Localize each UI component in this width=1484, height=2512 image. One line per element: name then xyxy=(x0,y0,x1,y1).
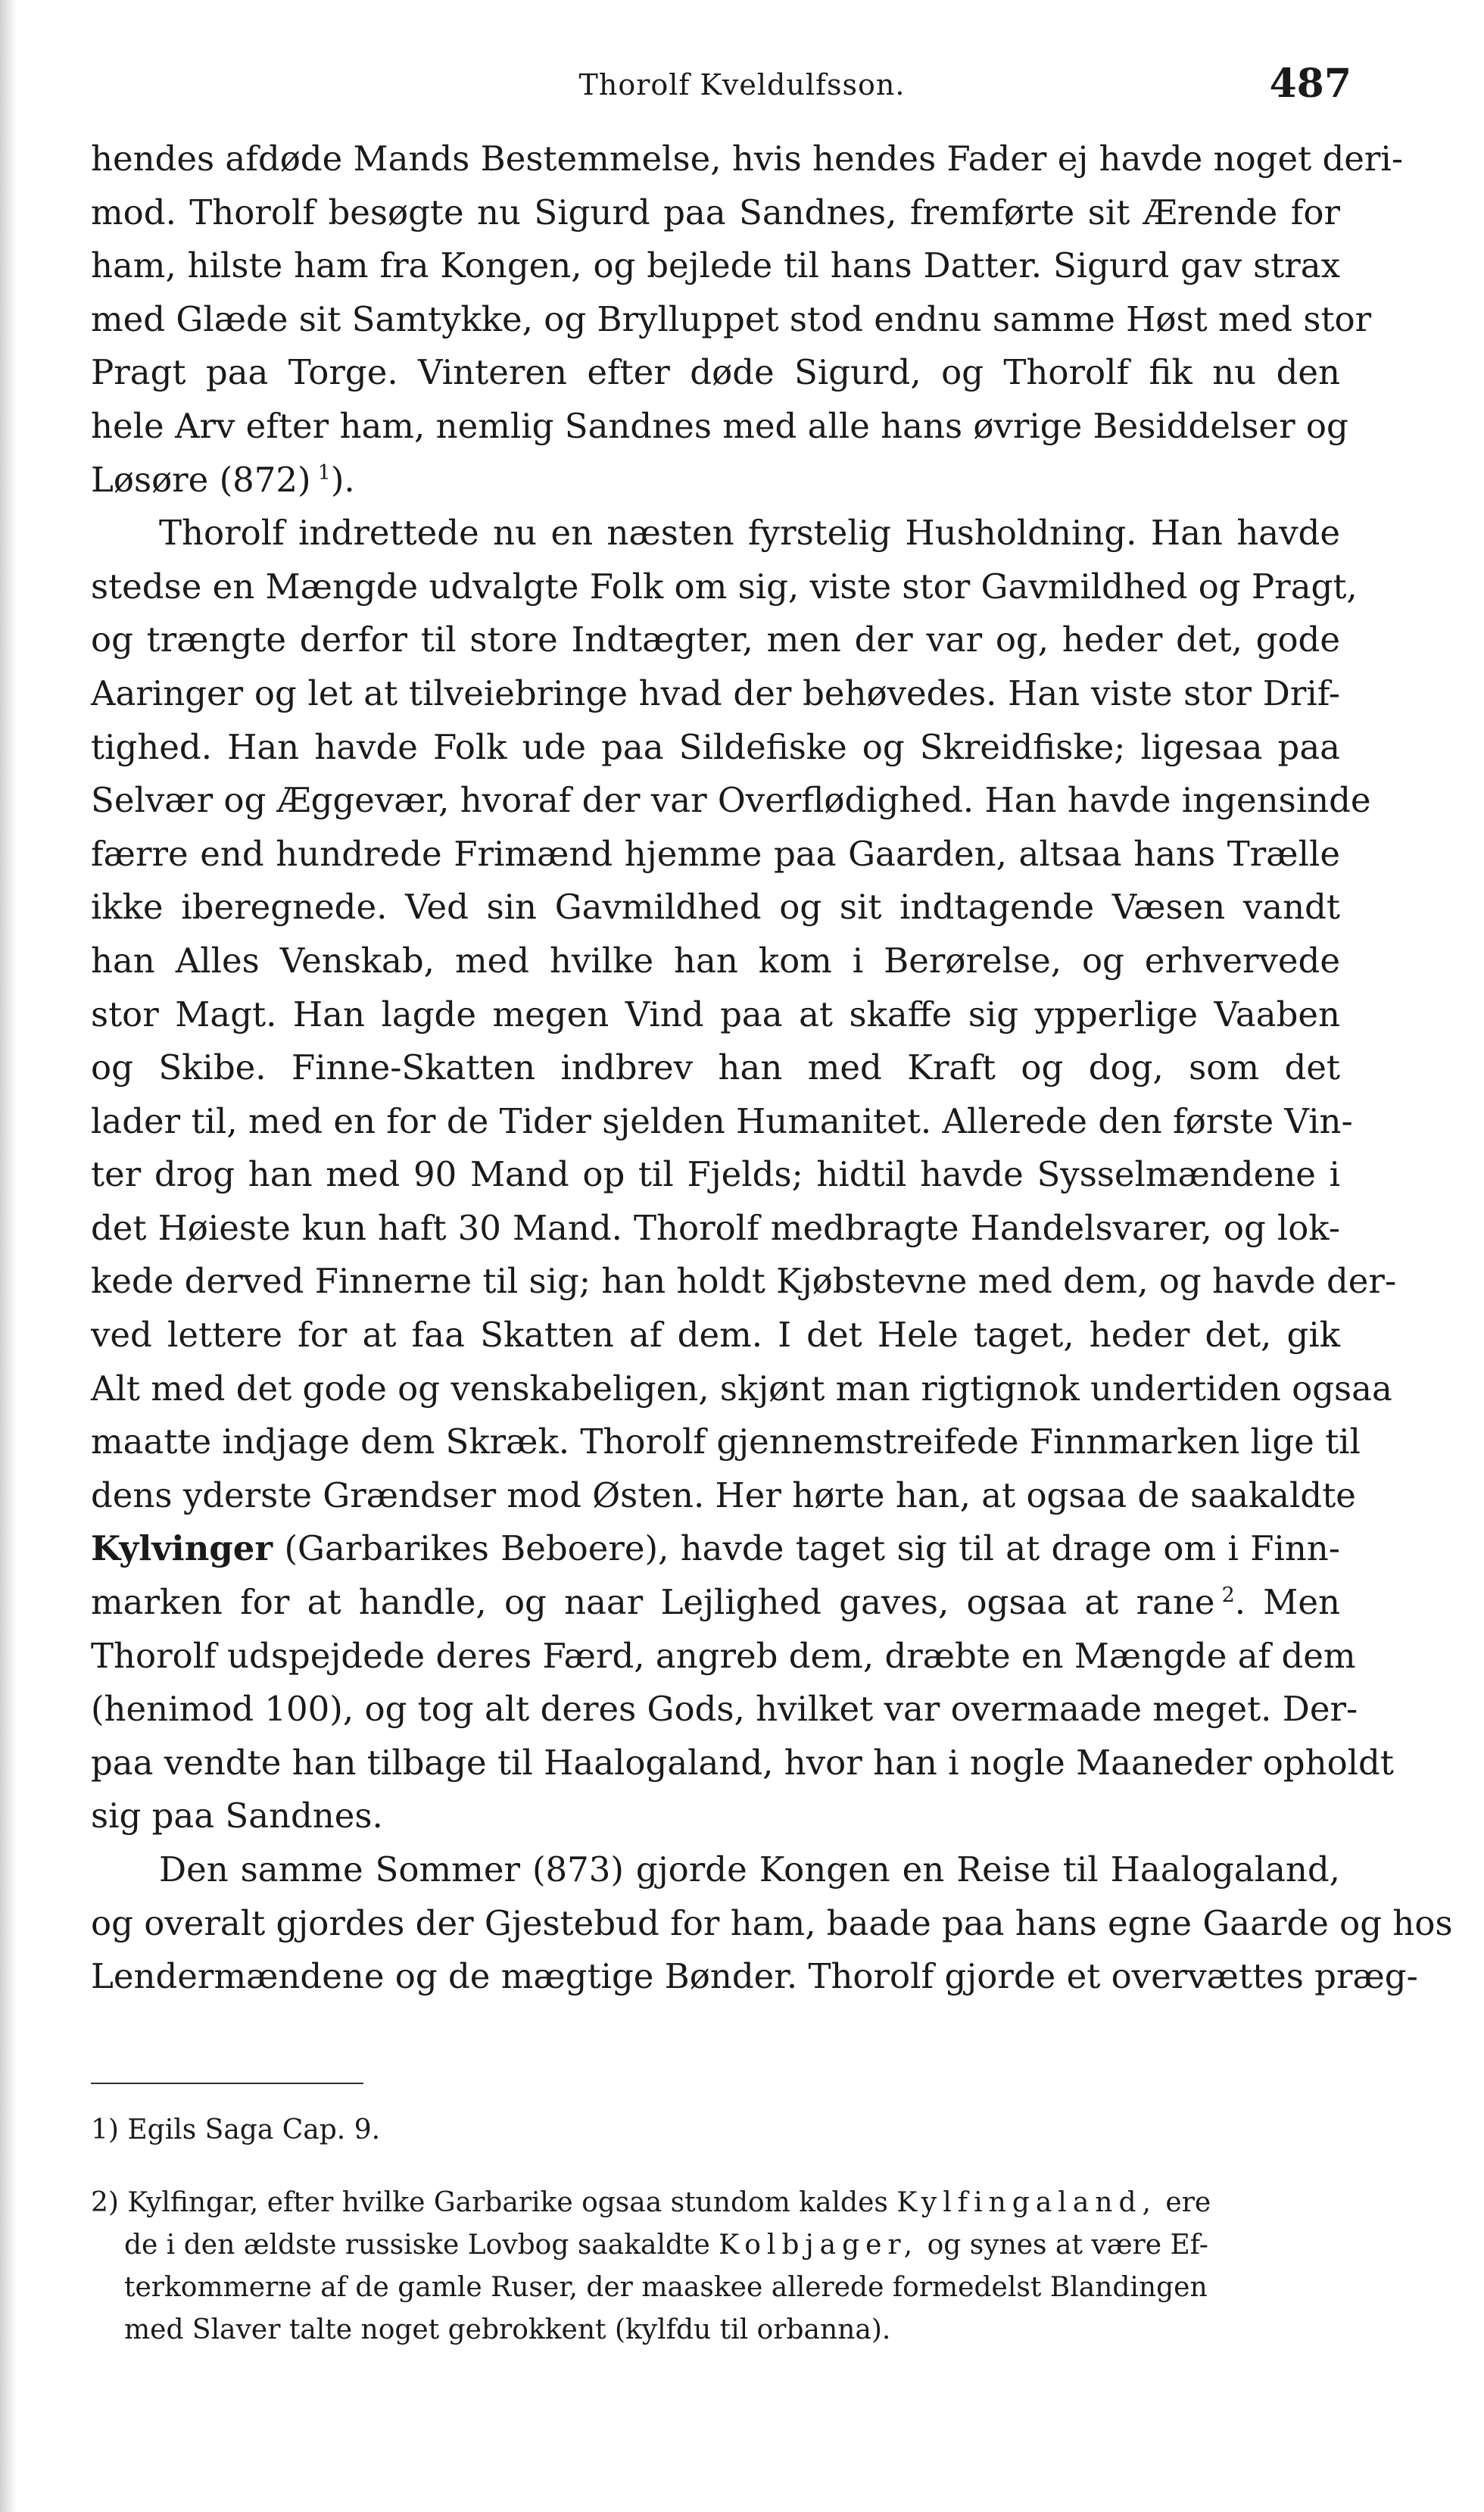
footnote-gap xyxy=(91,2152,1340,2182)
text-fragment: marken for at handle, og naar Lejlighed gaves, ogsaa at rane xyxy=(91,1582,1215,1623)
footnote-2-line xyxy=(91,2224,1340,2267)
text-line: dens yderste Grændser mod Østen. Her hørte han, at ogsaa de saakaldte xyxy=(91,1474,1356,1515)
text-fragment: (Garbarikes Beboere), havde taget sig til at drage om i Finn- xyxy=(284,1528,1340,1569)
text-line: færre end hundrede Frimænd hjemme paa Gaarden, altsaa hans Trælle xyxy=(91,833,1340,874)
text-line xyxy=(91,454,1340,507)
text-line: Pragt paa Torge. Vinteren efter døde Sigurd, og Thorolf fik nu den xyxy=(91,352,1340,393)
spaced-term: Kolbjager, xyxy=(719,2230,919,2261)
footnote-text: og synes at være Ef- xyxy=(927,2230,1208,2261)
page-number: 487 xyxy=(1269,61,1352,107)
footnote-2-line: med Slaver talte noget gebrokkent (kylfdu til orbanna). xyxy=(124,2314,891,2345)
text-line: ter drog han med 90 Mand op til Fjelds; hidtil havde Sysselmændene i xyxy=(91,1154,1340,1195)
text-line: ikke iberegnede. Ved sin Gavmildhed og sit indtagende Væsen vandt xyxy=(91,887,1340,928)
text-line xyxy=(91,1522,1340,1576)
footnote-text: de i den ældste russiske Lovbog saakaldte xyxy=(124,2230,710,2261)
running-head xyxy=(0,61,1484,121)
text-line: sig paa Sandnes. xyxy=(91,1796,383,1836)
text-fragment: ). xyxy=(330,459,355,500)
text-line: lader til, med en for de Tider sjelden Humanitet. Allerede den første Vin- xyxy=(91,1100,1353,1141)
footnote-text: Egils Saga Cap. 9. xyxy=(127,2114,381,2145)
footnote-1 xyxy=(91,2109,1340,2152)
text-line: hendes afdøde Mands Bestemmelse, hvis hendes Fader ej havde noget deri- xyxy=(91,139,1404,179)
text-line: og overalt gjordes der Gjestebud for ham, baade paa hans egne Gaarde og hos xyxy=(91,1902,1453,1943)
footnote-ref-2: 2 xyxy=(1221,1584,1235,1608)
text-line: ham, hilste ham fra Kongen, og bejlede til hans Datter. Sigurd gav strax xyxy=(91,245,1340,286)
text-line: han Alles Venskab, med hvilke han kom i Berørelse, og erhvervede xyxy=(91,940,1340,981)
text-line: og trængte derfor til store Indtægter, men der var og, heder det, gode xyxy=(91,619,1340,660)
text-line: Alt med det gode og venskabeligen, skjønt man rigtignok undertiden ogsaa xyxy=(91,1368,1392,1409)
binding-edge xyxy=(0,0,17,2512)
text-line: hele Arv efter ham, nemlig Sandnes med alle hans øvrige Besiddelser og xyxy=(91,405,1348,446)
text-line: kede derved Finnerne til sig; han holdt Kjøbstevne med dem, og havde der- xyxy=(91,1261,1397,1302)
footnotes xyxy=(91,2109,1340,2351)
text-line: det Høieste kun haft 30 Mand. Thorolf medbragte Handelsvarer, og lok- xyxy=(91,1207,1340,1248)
text-line: stor Magt. Han lagde megen Vind paa at skaffe sig ypperlige Vaaben xyxy=(91,994,1340,1034)
spaced-term: Kylfingaland, xyxy=(896,2187,1157,2218)
text-line: paa vendte han tilbage til Haalogaland, hvor han i nogle Maaneder opholdt xyxy=(91,1742,1394,1783)
text-line: Den samme Sommer (873) gjorde Kongen en Reise til Haalogaland, xyxy=(159,1849,1340,1889)
text-line: (henimod 100), og tog alt deres Gods, hvilket var overmaade meget. Der- xyxy=(91,1689,1358,1730)
text-line: ved lettere for at faa Skatten af dem. I det Hele taget, heder det, gik xyxy=(91,1315,1340,1356)
text-line: Thorolf indrettede nu en næsten fyrstelig Husholdning. Han havde xyxy=(159,513,1340,554)
footnote-2 xyxy=(91,2182,1340,2224)
footnote-text: Kylfingar, efter hvilke Garbarike ogsaa stundom kaldes xyxy=(127,2187,888,2218)
text-line: maatte indjage dem Skræk. Thorolf gjennemstreifede Finnmarken lige til xyxy=(91,1421,1361,1462)
text-line: tighed. Han havde Folk ude paa Sildefiske og Skreidfiske; ligesaa paa xyxy=(91,726,1340,767)
running-title: Thorolf Kveldulfsson. xyxy=(578,68,906,101)
text-line: Lendermændene og de mægtige Bønder. Thorolf gjorde et overvættes præg- xyxy=(91,1956,1418,1997)
footnote-2-line: terkommerne af de gamle Ruser, der maaskee allerede formedelst Blandingen xyxy=(124,2272,1208,2303)
footnote-rule xyxy=(91,2083,363,2084)
bold-term: Kylvinger xyxy=(91,1528,273,1569)
text-fragment: . Men xyxy=(1234,1582,1340,1623)
text-line: med Glæde sit Samtykke, og Brylluppet stod endnu samme Høst med stor xyxy=(91,298,1372,339)
text-line: Aaringer og let at tilveiebringe hvad der behøvedes. Han viste stor Drif- xyxy=(91,672,1340,713)
text-line xyxy=(91,1576,1340,1630)
footnote-marker: 2) xyxy=(91,2187,119,2218)
text-line: mod. Thorolf besøgte nu Sigurd paa Sandnes, fremførte sit Ærende for xyxy=(91,192,1340,232)
text-line: stedse en Mængde udvalgte Folk om sig, viste stor Gavmildhed og Pragt, xyxy=(91,566,1358,607)
footnote-text: ere xyxy=(1165,2187,1211,2218)
body-text xyxy=(91,133,1453,2004)
footnote-marker: 1) xyxy=(91,2114,119,2145)
footnote-ref-1: 1 xyxy=(317,460,331,485)
text-line: Thorolf udspejdede deres Færd, angreb dem, dræbte en Mængde af dem xyxy=(91,1635,1356,1676)
text-fragment: Løsøre (872) xyxy=(91,459,311,500)
text-line: og Skibe. Finne-Skatten indbrev han med Kraft og dog, som det xyxy=(91,1047,1340,1088)
text-line: Selvær og Æggevær, hvoraf der var Overflødighed. Han havde ingensinde xyxy=(91,780,1371,821)
